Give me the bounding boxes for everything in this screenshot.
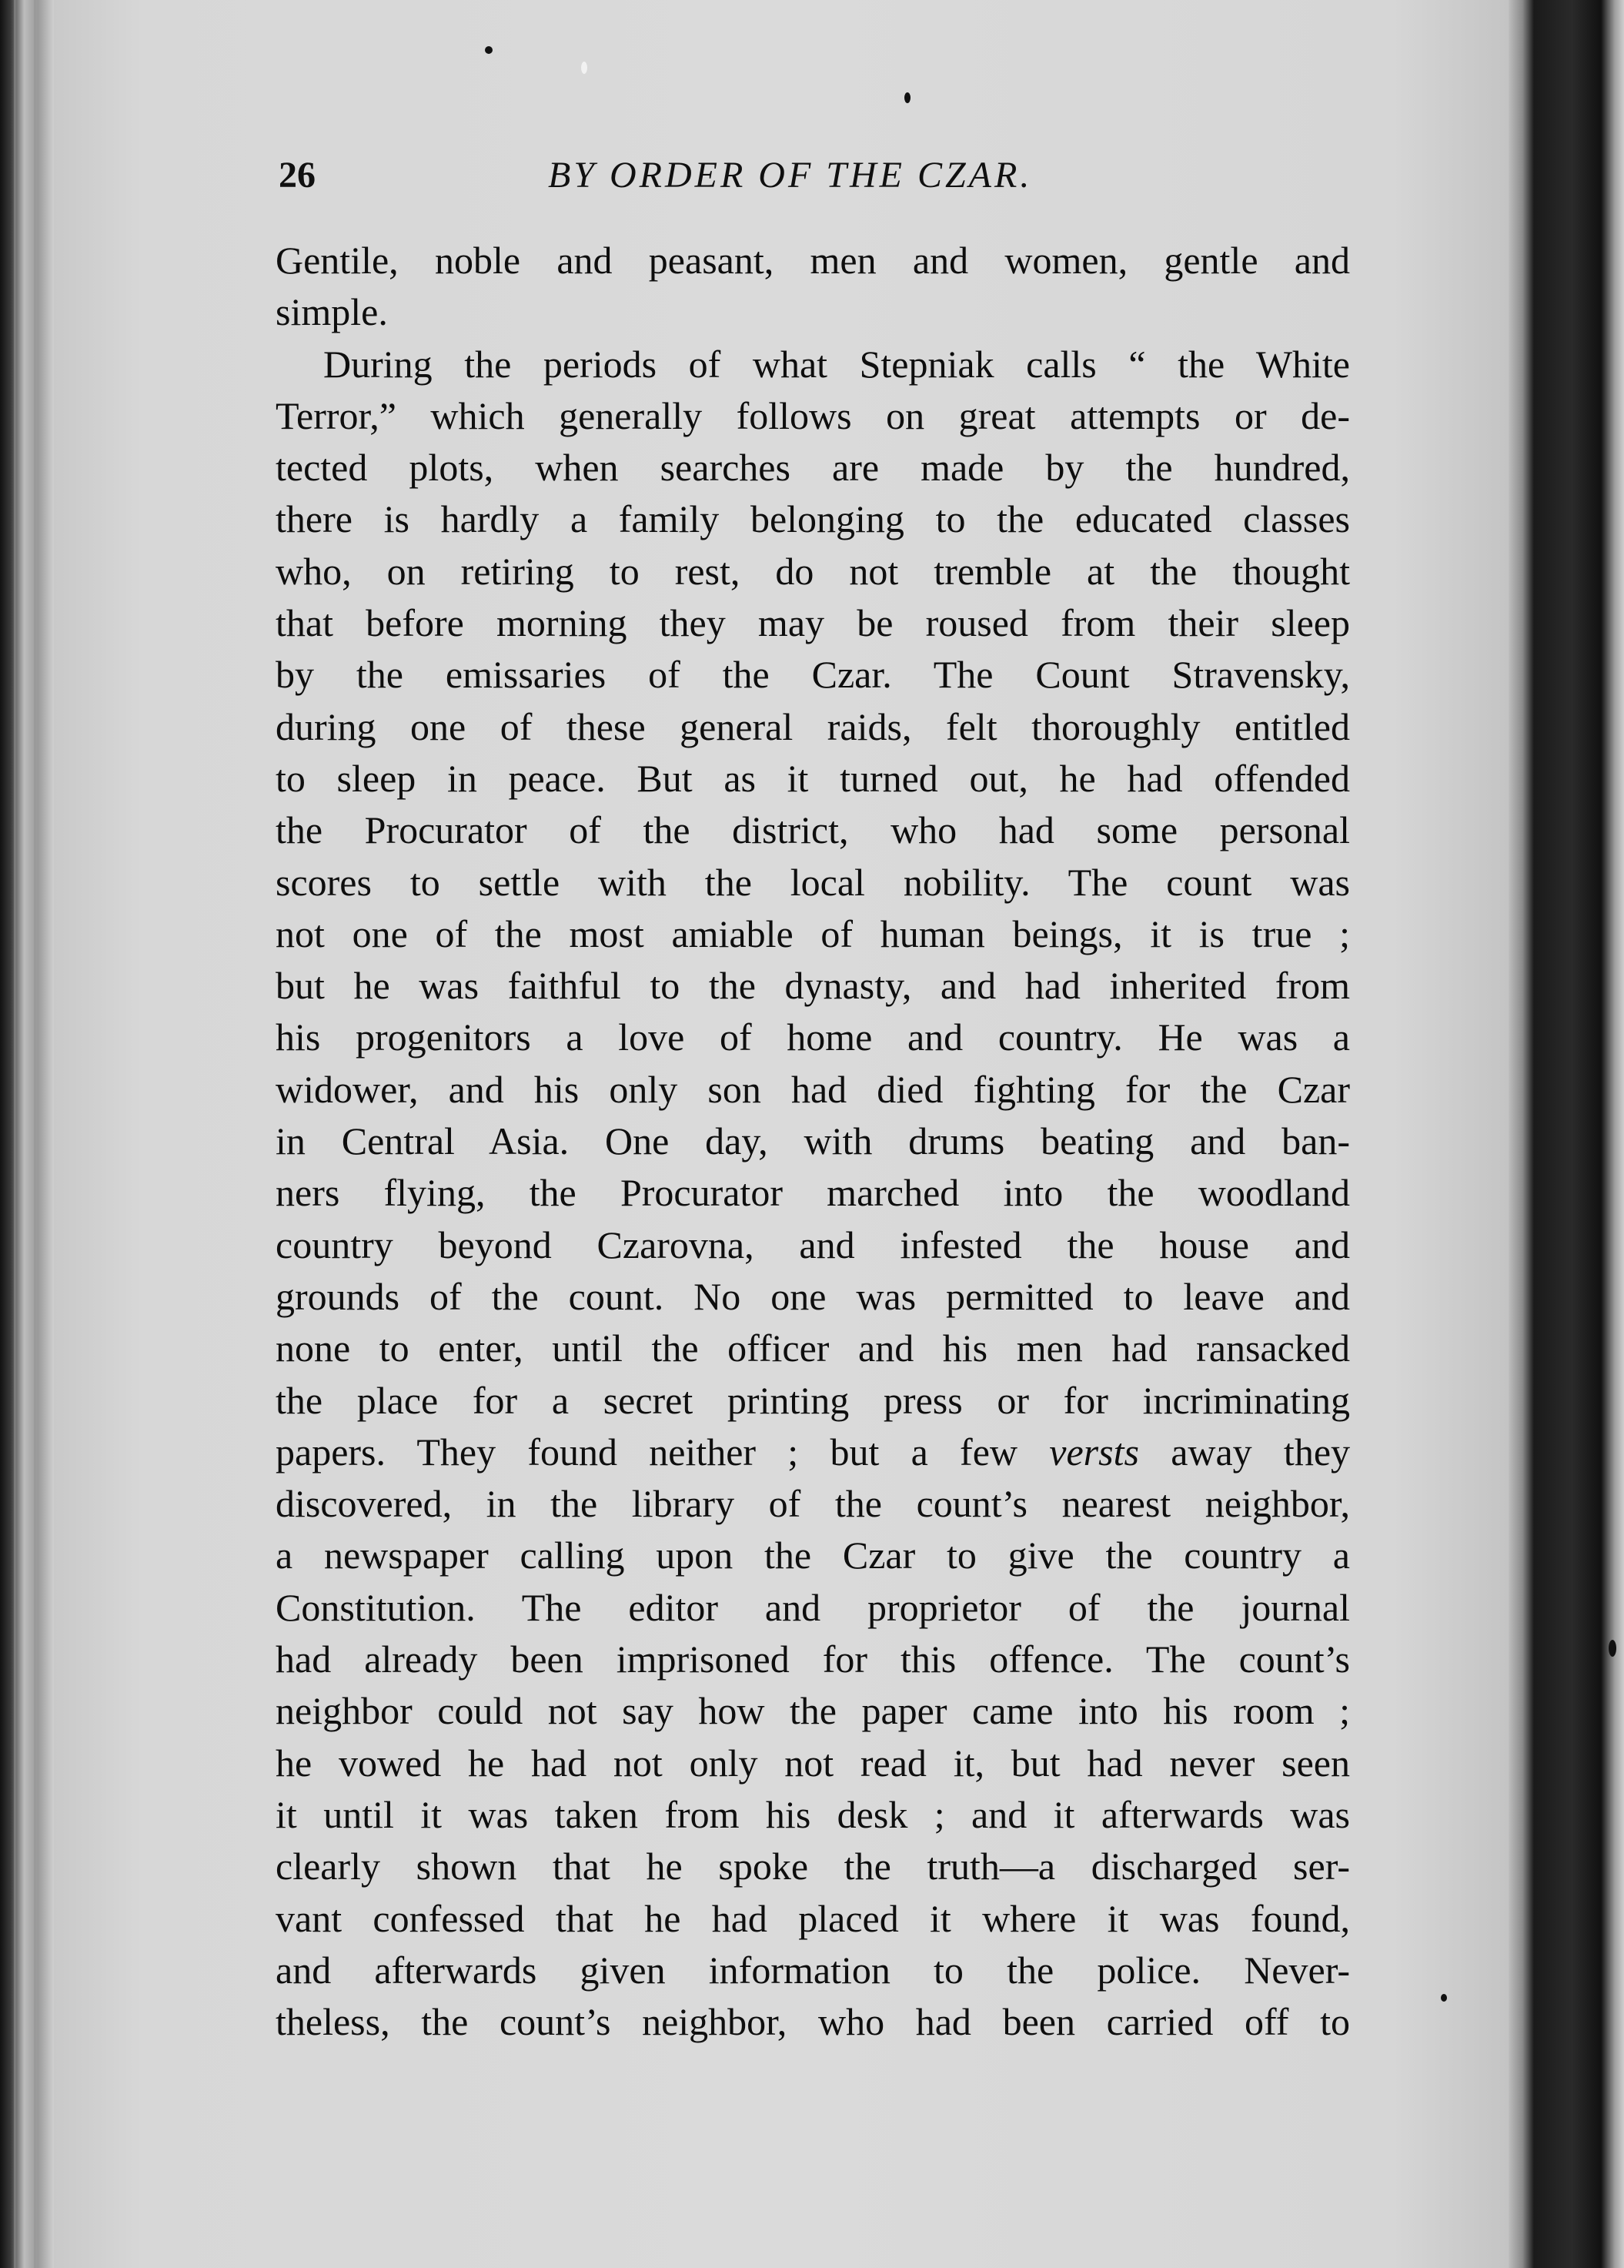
body-text: [276, 235, 1350, 2048]
text-segment: papers. They found neither ; but a few: [276, 1430, 1018, 1474]
scan-left-rule-inner: [34, 0, 36, 2268]
text-line: tected plots, when searches are made by the hundred,: [276, 446, 1350, 490]
text-line: simple.: [276, 290, 388, 334]
text-line: it until it was taken from his desk ; and it afterwards was: [276, 1792, 1350, 1836]
text-line: none to enter, until the officer and his men had ransacked: [276, 1326, 1350, 1370]
text-line: to sleep in peace. But as it turned out, he had offended: [276, 756, 1350, 800]
text-segment: away they: [1171, 1430, 1350, 1474]
text-line: a newspaper calling upon the Czar to give the country a: [276, 1534, 1350, 1577]
text-line: During the periods of what Stepniak calls “ the White: [323, 342, 1350, 386]
italic-word: versts: [1049, 1430, 1139, 1474]
text-line: and afterwards given information to the police. Never-: [276, 1948, 1350, 1992]
text-line: widower, and his only son had died fighting for the Czar: [276, 1067, 1350, 1111]
text-line: the Procurator of the district, who had some personal: [276, 808, 1350, 852]
text-line: country beyond Czarovna, and infested the house and: [276, 1223, 1350, 1266]
text-line: Gentile, noble and peasant, men and women, gentle and: [276, 239, 1350, 282]
text-line: by the emissaries of the Czar. The Count Stravensky,: [276, 653, 1350, 697]
text-line: there is hardly a family belonging to the educated classes: [276, 497, 1350, 541]
text-line: the place for a secret printing press or for incriminating: [276, 1378, 1350, 1422]
text-line: clearly shown that he spoke the truth—a discharged ser-: [276, 1845, 1350, 1888]
text-line: that before morning they may be roused from their sleep: [276, 601, 1350, 645]
scan-speck: [485, 46, 493, 54]
text-line: he vowed he had not only not read it, but had never seen: [276, 1741, 1350, 1785]
text-line: Constitution. The editor and proprietor of the journal: [276, 1585, 1350, 1629]
text-line: had already been imprisoned for this offence. The count’s: [276, 1637, 1350, 1681]
text-line-with-italic: [276, 1427, 1350, 1478]
scan-speck: [581, 62, 587, 74]
text-line: but he was faithful to the dynasty, and had inherited from: [276, 964, 1350, 1008]
text-line: Terror,” which generally follows on great attempts or de-: [276, 393, 1350, 437]
text-line: neighbor could not say how the paper came into his room ;: [276, 1689, 1350, 1733]
text-line: ners flying, the Procurator marched into the woodland: [276, 1171, 1350, 1215]
scan-speck: [904, 92, 911, 103]
text-line: not one of the most amiable of human beings, it is true ;: [276, 912, 1350, 955]
text-line: his progenitors a love of home and country. He was a: [276, 1015, 1350, 1059]
scan-left-rule: [14, 0, 16, 2268]
text-line: discovered, in the library of the count’s nearest neighbor,: [276, 1482, 1350, 1526]
scan-left-edge: [0, 0, 54, 2268]
text-line: theless, the count’s neighbor, who had been carried off to: [276, 2000, 1350, 2044]
page-number: 26: [279, 155, 316, 196]
scan-speck: [1441, 1994, 1447, 2002]
scan-speck: [1609, 1640, 1616, 1657]
running-head-title: BY ORDER OF THE CZAR.: [548, 155, 1033, 196]
text-line: in Central Asia. One day, with drums beating and ban-: [276, 1119, 1350, 1163]
text-line: who, on retiring to rest, do not tremble at the thought: [276, 549, 1350, 593]
text-line: vant confessed that he had placed it where it was found,: [276, 1896, 1350, 1940]
text-line: scores to settle with the local nobility. The count was: [276, 860, 1350, 904]
text-line: grounds of the count. No one was permitted to leave and: [276, 1274, 1350, 1318]
text-line: during one of these general raids, felt thoroughly entitled: [276, 704, 1350, 748]
book-binding-edge: [1509, 0, 1624, 2268]
page-header: [279, 145, 1350, 206]
